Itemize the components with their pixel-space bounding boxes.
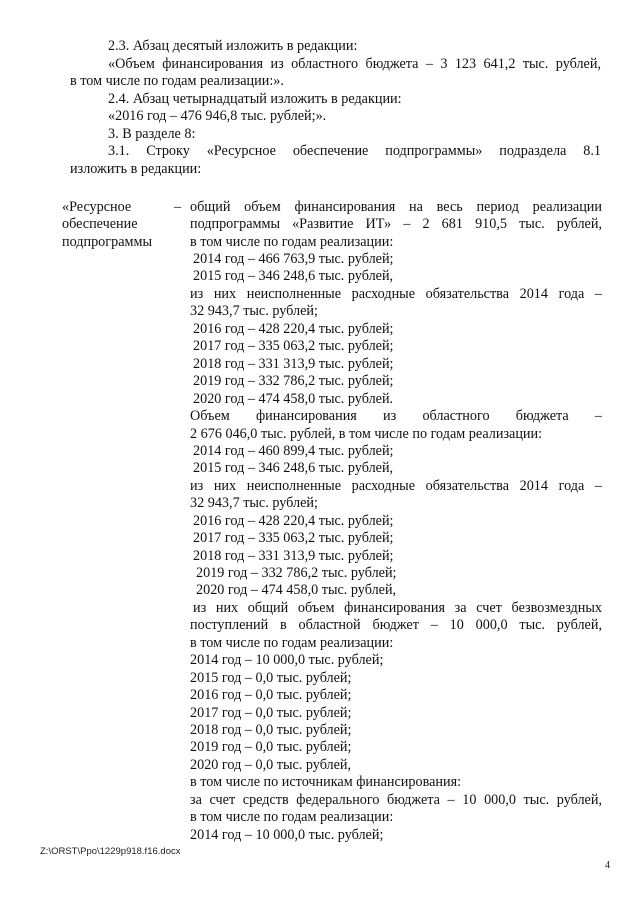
table-line: 2020 год – 0,0 тыс. рублей, [190,757,352,773]
table-line: подпрограммы «Развитие ИТ» – 2 681 910,5 тыс. рублей, [190,216,602,232]
table-line: 2017 год – 0,0 тыс. рублей; [190,705,352,721]
paragraph-3: 3. В разделе 8: [108,126,196,142]
table-line: 2018 год – 331 313,9 тыс. рублей; [193,356,394,372]
quote-budget-total: «Объем финансирования из областного бюджета – 3 123 641,2 тыс. рублей, [108,56,601,72]
table-line: из них неисполненные расходные обязательства 2014 года – [190,478,602,494]
table-line: 2014 год – 466 763,9 тыс. рублей; [193,251,394,267]
table-line: 2019 год – 332 786,2 тыс. рублей; [193,373,394,389]
page-number: 4 [605,860,610,871]
table-line: 2016 год – 0,0 тыс. рублей; [190,687,352,703]
table-label-line-3: подпрограммы [62,234,152,250]
table-line: 2020 год – 474 458,0 тыс. рублей, [196,582,397,598]
table-line: в том числе по годам реализации: [190,809,394,825]
table-line: 2016 год – 428 220,4 тыс. рублей; [193,321,394,337]
table-line: 2018 год – 0,0 тыс. рублей; [190,722,352,738]
table-line: 2019 год – 332 786,2 тыс. рублей; [196,565,397,581]
footer-file-path: Z:\ORST\Ppo\1229p918.f16.docx [40,846,181,857]
table-line: 2014 год – 460 899,4 тыс. рублей; [193,443,394,459]
table-line: 2015 год – 0,0 тыс. рублей; [190,670,352,686]
table-line: из них неисполненные расходные обязательства 2014 года – [190,286,602,302]
table-label-line-1: «Ресурсное [62,199,132,215]
table-line: в том числе по годам реализации: [190,635,394,651]
table-line: 2017 год – 335 063,2 тыс. рублей; [193,530,394,546]
quote-2016: «2016 год – 476 946,8 тыс. рублей;». [108,108,327,124]
table-line: 32 943,7 тыс. рублей; [190,495,318,511]
paragraph-2-4: 2.4. Абзац четырнадцатый изложить в редакции: [108,91,402,107]
table-line: поступлений в областной бюджет – 10 000,0 тыс. рублей, [190,617,602,633]
paragraph-3-1: 3.1. Строку «Ресурсное обеспечение подпрограммы» подраздела 8.1 [108,143,601,159]
table-line: за счет средств федерального бюджета – 10 000,0 тыс. рублей, [190,792,602,808]
table-line: 2017 год – 335 063,2 тыс. рублей; [193,338,394,354]
table-line: общий объем финансирования на весь период реализации [190,199,602,215]
table-line: в том числе по годам реализации: [190,234,394,250]
table-line: 2 676 046,0 тыс. рублей, в том числе по годам реализации: [190,426,543,442]
table-line: 32 943,7 тыс. рублей; [190,303,318,319]
table-dash: – [174,199,182,215]
table-line: Объем финансирования из областного бюджета – [190,408,602,424]
table-line: из них общий объем финансирования за счет безвозмездных [193,600,602,616]
table-label-line-2: обеспечение [62,216,138,232]
paragraph-3-1-cont: изложить в редакции: [70,161,202,177]
table-line: 2014 год – 10 000,0 тыс. рублей; [190,652,384,668]
paragraph-2-3: 2.3. Абзац десятый изложить в редакции: [108,38,358,54]
table-line: 2015 год – 346 248,6 тыс. рублей, [193,460,394,476]
quote-budget-total-cont: в том числе по годам реализации:». [70,73,284,89]
table-line: 2018 год – 331 313,9 тыс. рублей; [193,548,394,564]
table-line: 2015 год – 346 248,6 тыс. рублей, [193,268,394,284]
table-line: 2020 год – 474 458,0 тыс. рублей. [193,391,394,407]
table-line: в том числе по источникам финансирования: [190,774,462,790]
table-line: 2016 год – 428 220,4 тыс. рублей; [193,513,394,529]
table-line: 2019 год – 0,0 тыс. рублей; [190,739,352,755]
table-line: 2014 год – 10 000,0 тыс. рублей; [190,827,384,843]
